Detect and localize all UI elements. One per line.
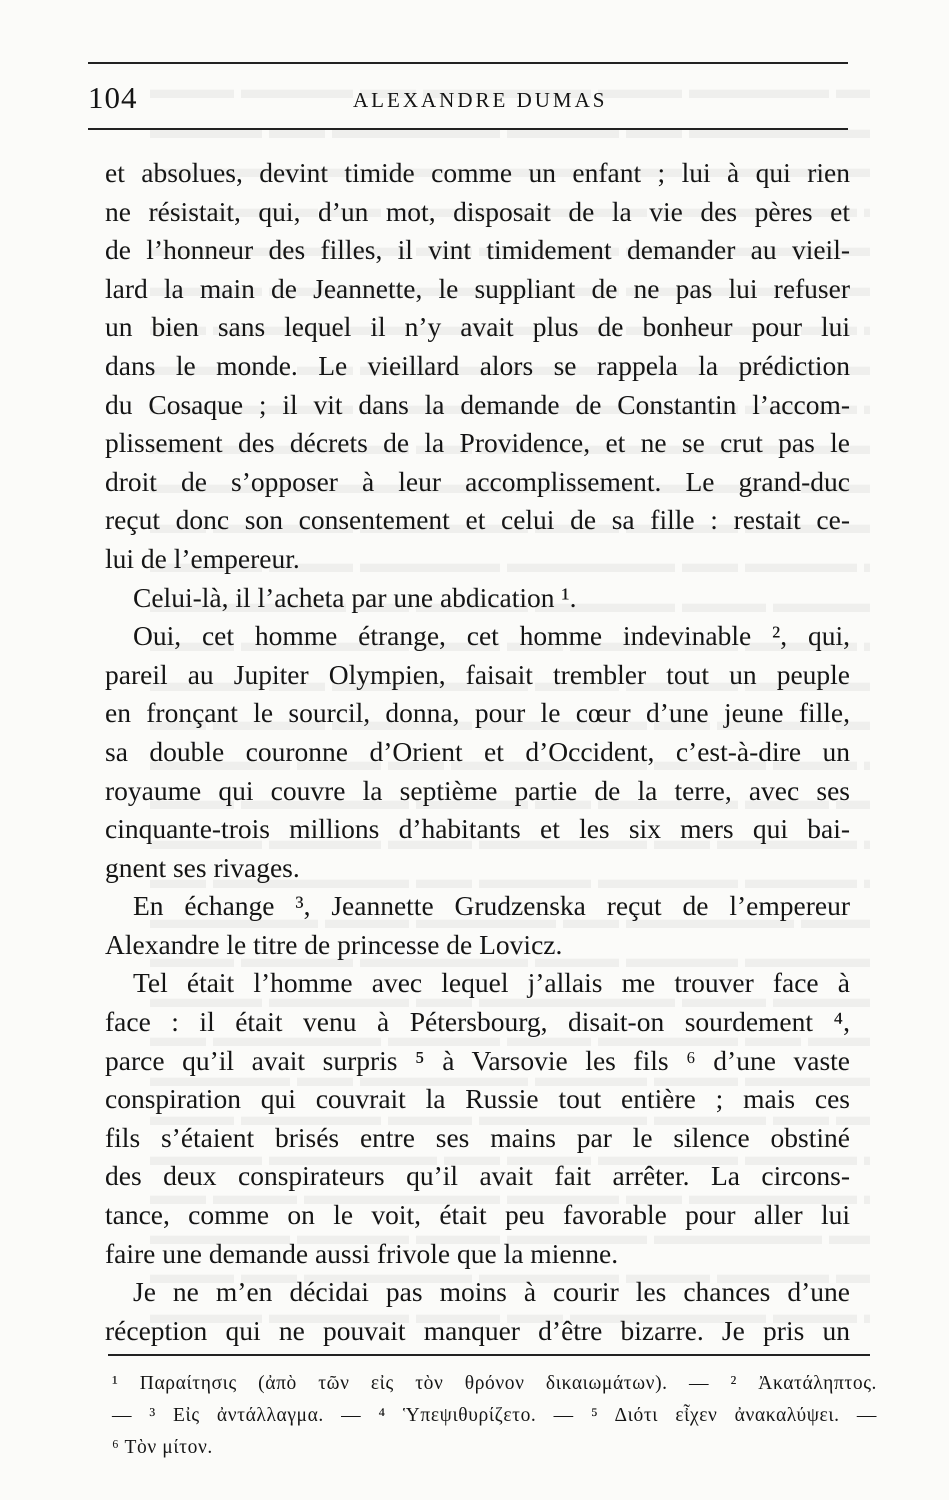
text-line: Je ne m’en décidai pas moins à courir les chances d’une (133, 1276, 850, 1308)
text-line: en fronçant le sourcil, donna, pour le cœur d’une jeune fille, (105, 697, 850, 729)
page-header (88, 62, 848, 132)
text-line: En échange ³, Jeannette Grudzenska reçut de l’empereur (133, 890, 850, 922)
text-line: ne résistait, qui, d’un mot, disposait de la vie des pères et (105, 195, 850, 227)
text-line: pareil au Jupiter Olympien, faisait trembler tout un peuple (105, 658, 850, 690)
footnote-line: — ³ Εἰς ἀντάλλαγμα. — ⁴ Ὑπεψιθυρίζετο. — ⁵ Διότι εἶχεν ἀνακαλύψει. — (112, 1405, 877, 1426)
text-line: Tel était l’homme avec lequel j’allais me trouver face à (133, 967, 850, 999)
text-line: droit de s’opposer à leur accomplissement. Le grand-duc (105, 465, 850, 497)
footnote-line: ⁶ Τὸν μίτον. (112, 1437, 213, 1458)
header-top-rule (88, 62, 848, 64)
footnote-rule (108, 1354, 870, 1356)
running-title: ALEXANDRE DUMAS (353, 88, 608, 112)
text-line: des deux conspirateurs qu’il avait fait arrêter. La circons- (105, 1160, 850, 1192)
text-line: et absolues, devint timide comme un enfant ; lui à qui rien (105, 157, 850, 188)
text-line: cinquante-trois millions d’habitants et les six mers qui bai- (105, 813, 850, 845)
text-line: Celui-là, il l’acheta par une abdication ¹. (133, 581, 577, 613)
text-line: un bien sans lequel il n’y avait plus de bonheur pour lui (105, 311, 850, 343)
text-line: face : il était venu à Pétersbourg, disait-on sourdement ⁴, (105, 1006, 850, 1038)
text-line: de l’honneur des filles, il vint timidement demander au vieil- (105, 234, 850, 266)
text-line: conspiration qui couvrait la Russie tout entière ; mais ces (105, 1083, 850, 1115)
text-line: Alexandre le titre de princesse de Lovicz. (105, 928, 563, 960)
text-line: lard la main de Jeannette, le suppliant de ne pas lui refuser (105, 272, 850, 304)
text-line: lui de l’empereur. (105, 542, 300, 574)
text-line: faire une demande aussi frivole que la mienne. (105, 1237, 619, 1269)
text-line: tance, comme on le voit, était peu favorable pour aller lui (105, 1199, 850, 1231)
text-line: Oui, cet homme étrange, cet homme indevinable ², qui, (133, 620, 850, 652)
text-line: réception qui ne pouvait manquer d’être bizarre. Je pris un (105, 1314, 850, 1346)
text-line: royaume qui couvre la septième partie de la terre, avec ses (105, 774, 850, 806)
page-number: 104 (88, 80, 138, 115)
text-line: du Cosaque ; il vit dans la demande de Constantin l’accom- (105, 388, 850, 420)
text-line: reçut donc son consentement et celui de sa fille : restait ce- (105, 504, 850, 536)
footnote-line: ¹ Παραίτησις (ἀπὸ τῶν εἰς τὸν θρόνον δικαιωμάτων). — ² Ἀκατάληπτος. (112, 1373, 877, 1394)
text-line: fils s’étaient brisés entre ses mains par le silence obstiné (105, 1121, 850, 1153)
text-line: dans le monde. Le vieillard alors se rappela la prédiction (105, 349, 850, 381)
body-text (105, 154, 850, 1350)
text-line: plissement des décrets de la Providence, et ne se crut pas le (105, 427, 850, 459)
text-line: sa double couronne d’Orient et d’Occident, c’est-à-dire un (105, 735, 850, 767)
text-line: gnent ses rivages. (105, 851, 300, 883)
header-rule (88, 128, 848, 130)
footnotes (112, 1368, 877, 1464)
text-line: parce qu’il avait surpris ⁵ à Varsovie les fils ⁶ d’une vaste (105, 1044, 850, 1076)
